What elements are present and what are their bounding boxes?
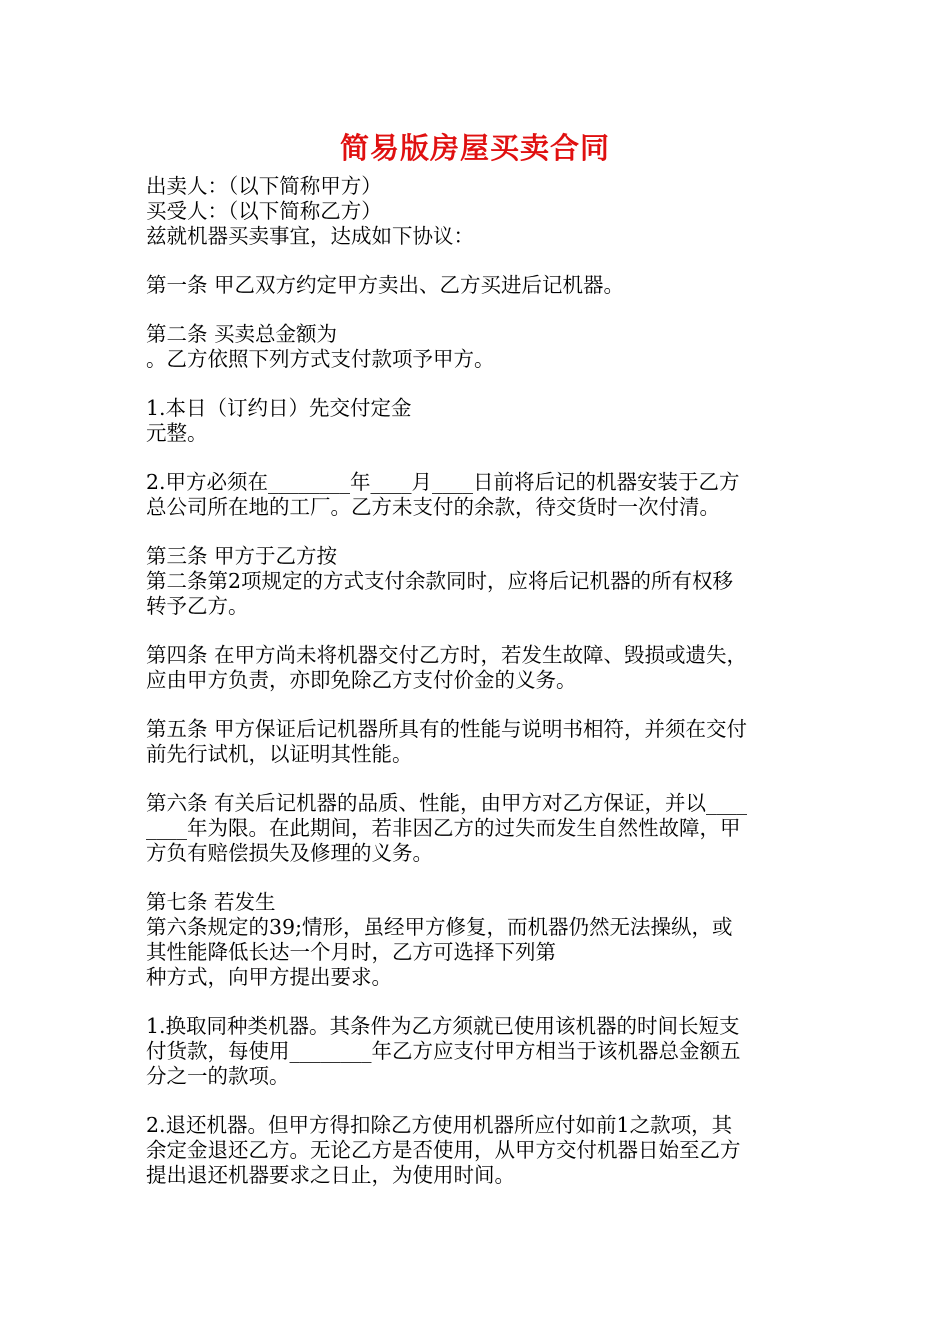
paragraph (146, 273, 814, 298)
paragraph (146, 544, 814, 619)
paragraph-spacer (146, 298, 814, 322)
paragraph-spacer (146, 1089, 814, 1113)
text-line: 1.换取同种类机器。其条件为乙方须就已使用该机器的时间长短支 (146, 1014, 740, 1038)
text-line: 第七条 若发生 (146, 890, 276, 914)
text-line: 方负有赔偿损失及修理的义务。 (146, 841, 433, 865)
paragraph-spacer (146, 693, 814, 717)
paragraph (146, 890, 814, 990)
text-line: 买受人：（以下简称乙方） (146, 199, 382, 223)
text-line: 第五条 甲方保证后记机器所具有的性能与说明书相符，并须在交付 (146, 717, 748, 741)
document-body (146, 174, 814, 1188)
text-line: 第三条 甲方于乙方按 (146, 544, 338, 568)
paragraph (146, 470, 814, 520)
paragraph-spacer (146, 520, 814, 544)
text-line: 总公司所在地的工厂。乙方未支付的余款，待交货时一次付清。 (146, 495, 720, 519)
text-line: 付货款，每使用________年乙方应支付甲方相当于该机器总金额五 (146, 1039, 741, 1063)
paragraph (146, 791, 814, 866)
text-line: 种方式，向甲方提出要求。 (146, 965, 392, 989)
text-line: 第四条 在甲方尚未将机器交付乙方时，若发生故障、毁损或遗失， (146, 643, 748, 667)
paragraph-spacer (146, 619, 814, 643)
text-line: ____年为限。在此期间，若非因乙方的过失而发生自然性故障，甲 (146, 816, 741, 840)
text-line: 第六条规定的39;情形，虽经甲方修复，而机器仍然无法操纵，或 (146, 915, 733, 939)
text-line: 2.退还机器。但甲方得扣除乙方使用机器所应付如前1之款项，其 (146, 1113, 733, 1137)
paragraph-spacer (146, 249, 814, 273)
paragraph (146, 174, 814, 249)
paragraph (146, 717, 814, 767)
text-line: 元整。 (146, 421, 208, 445)
text-line: 应由甲方负责，亦即免除乙方支付价金的义务。 (146, 668, 577, 692)
text-line: 分之一的款项。 (146, 1064, 290, 1088)
text-line: 其性能降低长达一个月时，乙方可选择下列第 (146, 940, 556, 964)
paragraph (146, 1014, 814, 1089)
text-line: 第二条 买卖总金额为 (146, 322, 338, 346)
paragraph (146, 1113, 814, 1188)
text-line: 出卖人：（以下简称甲方） (146, 174, 382, 198)
text-line: 第二条第2项规定的方式支付余款同时，应将后记机器的所有权移 (146, 569, 734, 593)
text-line: 2.甲方必须在________年____月____日前将后记的机器安装于乙方 (146, 470, 740, 494)
paragraph (146, 322, 814, 372)
text-line: 1.本日（订约日）先交付定金 (146, 396, 412, 420)
paragraph-spacer (146, 372, 814, 396)
paragraph-spacer (146, 446, 814, 470)
text-line: 转予乙方。 (146, 594, 249, 618)
text-line: 前先行试机，以证明其性能。 (146, 742, 413, 766)
paragraph (146, 396, 814, 446)
paragraph-spacer (146, 866, 814, 890)
text-line: 兹就机器买卖事宜，达成如下协议： (146, 224, 474, 248)
paragraph (146, 643, 814, 693)
text-line: 余定金退还乙方。无论乙方是否使用，从甲方交付机器日始至乙方 (146, 1138, 741, 1162)
text-line: 。乙方依照下列方式支付款项予甲方。 (146, 347, 495, 371)
text-line: 第一条 甲乙双方约定甲方卖出、乙方买进后记机器。 (146, 273, 625, 297)
document-title: 简易版房屋买卖合同 (339, 131, 610, 165)
text-line: 提出退还机器要求之日止，为使用时间。 (146, 1163, 515, 1187)
text-line: 第六条 有关后记机器的品质、性能，由甲方对乙方保证，并以____ (146, 791, 748, 815)
paragraph-spacer (146, 990, 814, 1014)
paragraph-spacer (146, 767, 814, 791)
